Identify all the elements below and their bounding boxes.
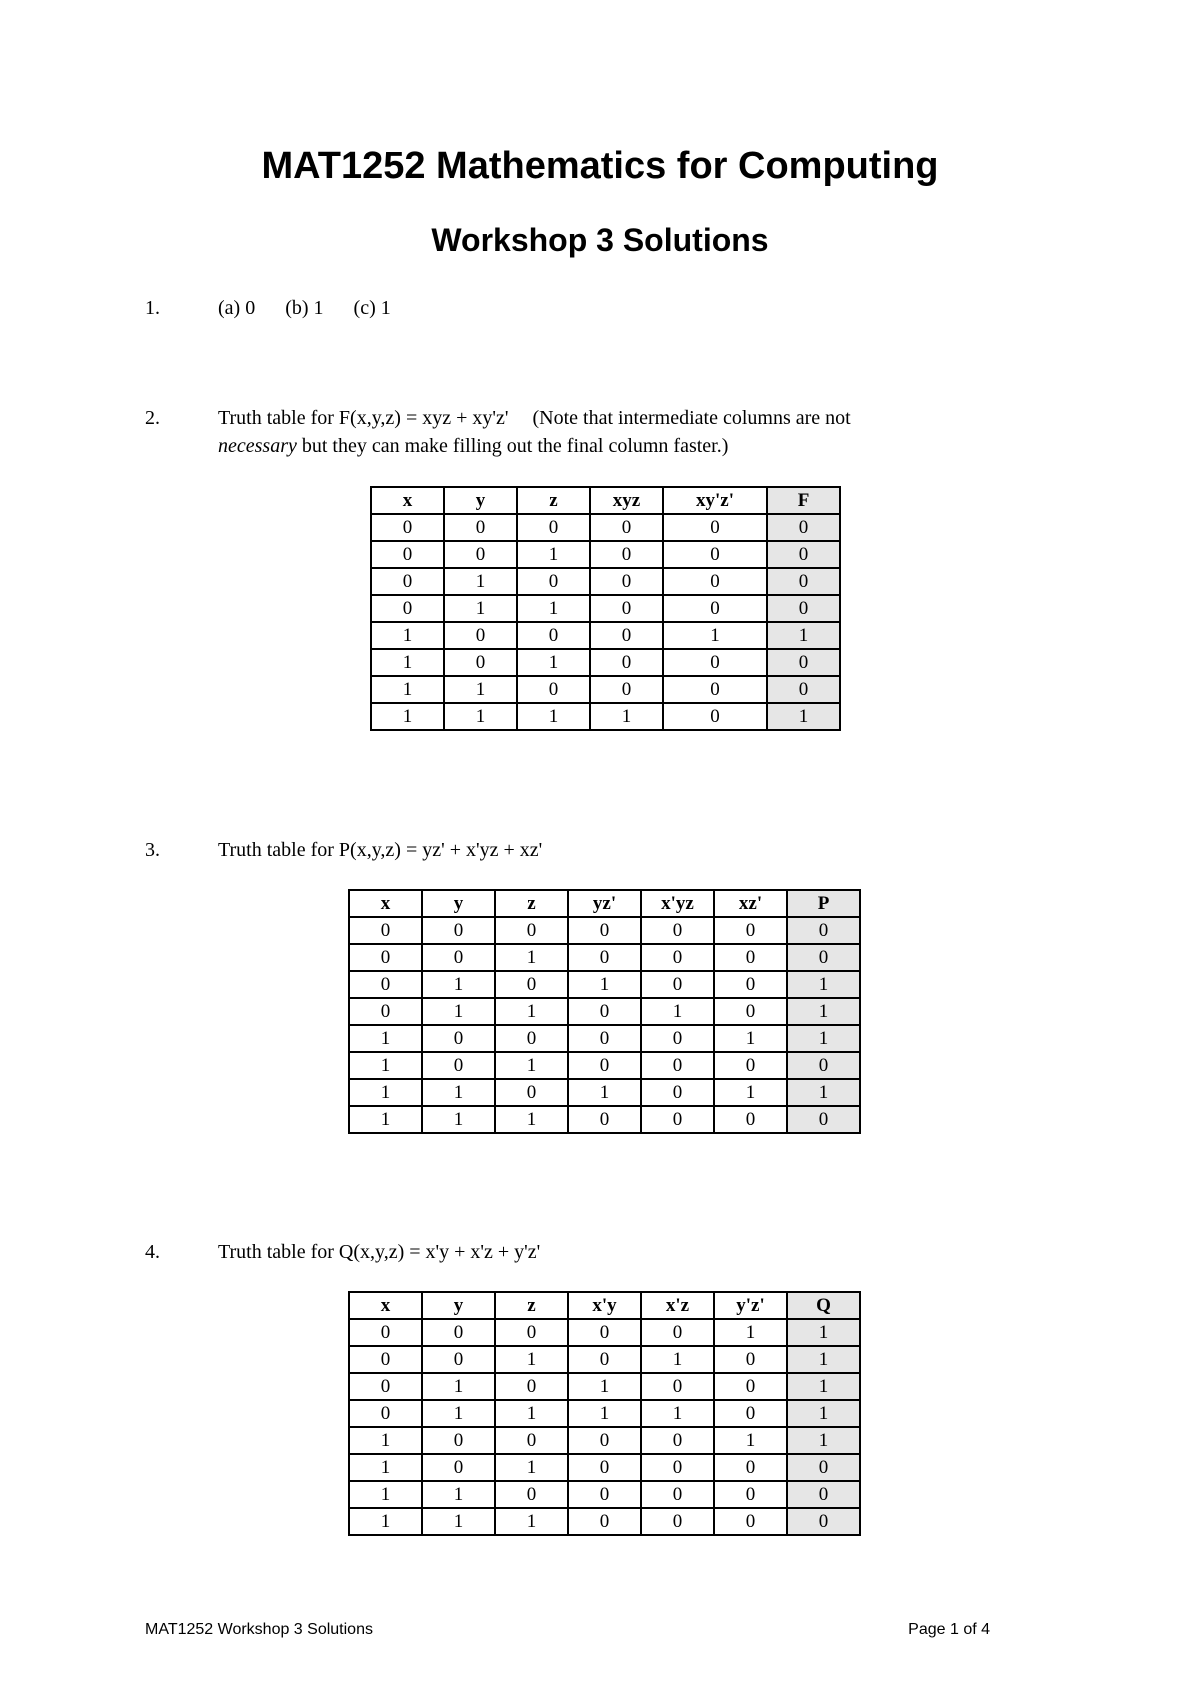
table-cell: 0 xyxy=(590,541,663,568)
table-cell: 0 xyxy=(663,568,767,595)
table-row xyxy=(349,1427,860,1454)
table-cell: 1 xyxy=(714,1319,787,1346)
table-cell: 0 xyxy=(714,1400,787,1427)
table-row xyxy=(349,1400,860,1427)
table-row xyxy=(371,703,840,730)
table-cell: 0 xyxy=(349,971,422,998)
output-cell: 0 xyxy=(787,1508,860,1535)
table-cell: 1 xyxy=(641,1400,714,1427)
table-cell: 0 xyxy=(641,1052,714,1079)
output-cell: 0 xyxy=(787,1481,860,1508)
table-cell: 0 xyxy=(663,541,767,568)
column-header: xz' xyxy=(714,890,787,917)
table-cell: 1 xyxy=(663,622,767,649)
question-2-intro: Truth table for F(x,y,z) = xyz + xy'z' xyxy=(218,407,509,429)
table-cell: 0 xyxy=(714,917,787,944)
column-header: x'z xyxy=(641,1292,714,1319)
table-cell: 1 xyxy=(349,1481,422,1508)
table-cell: 0 xyxy=(568,917,641,944)
table-cell: 0 xyxy=(714,1481,787,1508)
table-cell: 1 xyxy=(422,1508,495,1535)
table-cell: 0 xyxy=(641,1508,714,1535)
table-row xyxy=(371,649,840,676)
table-cell: 0 xyxy=(641,1025,714,1052)
question-2-note-emphasis: necessary xyxy=(218,435,297,457)
table-cell: 1 xyxy=(349,1427,422,1454)
table-cell: 1 xyxy=(517,541,590,568)
table-header-row xyxy=(371,487,840,514)
question-4-intro: Truth table for Q(x,y,z) = x'y + x'z + y'z' xyxy=(218,1241,541,1263)
table-row xyxy=(349,1454,860,1481)
table-cell: 1 xyxy=(371,703,444,730)
output-cell: 0 xyxy=(767,541,840,568)
table-cell: 0 xyxy=(568,1319,641,1346)
page-title: MAT1252 Mathematics for Computing xyxy=(261,145,939,187)
table-cell: 1 xyxy=(444,703,517,730)
table-cell: 1 xyxy=(422,1106,495,1133)
table-cell: 0 xyxy=(422,1454,495,1481)
output-cell: 0 xyxy=(787,917,860,944)
table-cell: 0 xyxy=(568,1346,641,1373)
table-cell: 0 xyxy=(517,676,590,703)
table-cell: 1 xyxy=(444,676,517,703)
table-cell: 1 xyxy=(422,1373,495,1400)
table-row xyxy=(349,1106,860,1133)
table-cell: 1 xyxy=(641,998,714,1025)
table-cell: 0 xyxy=(568,1481,641,1508)
output-cell: 0 xyxy=(767,514,840,541)
question-1-answers xyxy=(218,294,1038,322)
column-header: y xyxy=(444,487,517,514)
table-row xyxy=(349,1373,860,1400)
output-cell: 1 xyxy=(787,1400,860,1427)
table-cell: 1 xyxy=(444,568,517,595)
column-header-output: F xyxy=(767,487,840,514)
table-cell: 0 xyxy=(590,514,663,541)
table-cell: 0 xyxy=(444,649,517,676)
table-cell: 0 xyxy=(663,649,767,676)
column-header-output: P xyxy=(787,890,860,917)
column-header: yz' xyxy=(568,890,641,917)
table-cell: 0 xyxy=(422,917,495,944)
output-cell: 0 xyxy=(787,1454,860,1481)
table-cell: 0 xyxy=(641,944,714,971)
table-cell: 0 xyxy=(590,649,663,676)
question-1-number: 1. xyxy=(145,297,160,319)
footer-document-name: MAT1252 Workshop 3 Solutions xyxy=(145,1621,373,1638)
table-cell: 1 xyxy=(495,1106,568,1133)
table-cell: 0 xyxy=(495,971,568,998)
output-cell: 1 xyxy=(787,1319,860,1346)
table-cell: 0 xyxy=(349,917,422,944)
table-cell: 0 xyxy=(641,1106,714,1133)
table-cell: 0 xyxy=(517,514,590,541)
question-2-note-start: (Note that intermediate columns are not xyxy=(532,407,851,429)
output-cell: 1 xyxy=(787,998,860,1025)
table-body xyxy=(371,514,840,730)
table-row xyxy=(349,1481,860,1508)
page-subtitle: Workshop 3 Solutions xyxy=(431,222,769,258)
table-row xyxy=(349,1052,860,1079)
table-row xyxy=(349,1079,860,1106)
table-cell: 0 xyxy=(495,1079,568,1106)
table-cell: 1 xyxy=(349,1508,422,1535)
table-cell: 1 xyxy=(349,1106,422,1133)
question-3-number: 3. xyxy=(145,839,160,861)
truth-table-q xyxy=(348,1291,861,1536)
table-cell: 0 xyxy=(495,1373,568,1400)
table-body xyxy=(349,917,860,1133)
column-header: xy'z' xyxy=(663,487,767,514)
table-cell: 0 xyxy=(568,1427,641,1454)
table-cell: 1 xyxy=(495,1346,568,1373)
output-cell: 1 xyxy=(787,1427,860,1454)
table-cell: 1 xyxy=(422,998,495,1025)
table-row xyxy=(349,944,860,971)
table-body xyxy=(349,1319,860,1535)
table-cell: 0 xyxy=(422,1025,495,1052)
output-cell: 0 xyxy=(767,676,840,703)
table-cell: 1 xyxy=(495,1454,568,1481)
column-header: z xyxy=(495,890,568,917)
table-cell: 0 xyxy=(641,1079,714,1106)
column-header: xyz xyxy=(590,487,663,514)
table-cell: 0 xyxy=(495,1319,568,1346)
table-cell: 0 xyxy=(641,1481,714,1508)
column-header: z xyxy=(495,1292,568,1319)
table-row xyxy=(371,622,840,649)
table-cell: 0 xyxy=(495,917,568,944)
table-cell: 0 xyxy=(517,622,590,649)
table-cell: 0 xyxy=(371,514,444,541)
table-cell: 1 xyxy=(422,1400,495,1427)
column-header: x xyxy=(371,487,444,514)
table-row xyxy=(371,568,840,595)
output-cell: 1 xyxy=(787,1373,860,1400)
output-cell: 0 xyxy=(767,649,840,676)
question-1-answer-c: (c) 1 xyxy=(353,297,391,319)
output-cell: 0 xyxy=(767,595,840,622)
truth-table-p xyxy=(348,889,861,1134)
table-cell: 1 xyxy=(495,1508,568,1535)
table-cell: 0 xyxy=(714,1454,787,1481)
table-cell: 0 xyxy=(641,1427,714,1454)
table-header-row xyxy=(349,1292,860,1319)
table-cell: 1 xyxy=(495,944,568,971)
table-cell: 0 xyxy=(349,998,422,1025)
table-row xyxy=(371,514,840,541)
table-cell: 0 xyxy=(422,944,495,971)
table-cell: 0 xyxy=(663,514,767,541)
table-cell: 1 xyxy=(517,595,590,622)
output-cell: 1 xyxy=(767,622,840,649)
table-cell: 0 xyxy=(371,541,444,568)
table-cell: 0 xyxy=(568,1025,641,1052)
table-cell: 0 xyxy=(568,1052,641,1079)
table-cell: 1 xyxy=(517,703,590,730)
table-cell: 0 xyxy=(422,1346,495,1373)
table-row xyxy=(349,1025,860,1052)
table-row xyxy=(371,541,840,568)
output-cell: 0 xyxy=(787,944,860,971)
table-cell: 0 xyxy=(422,1319,495,1346)
table-cell: 0 xyxy=(568,1508,641,1535)
output-cell: 0 xyxy=(767,568,840,595)
table-cell: 1 xyxy=(422,1079,495,1106)
output-cell: 0 xyxy=(787,1052,860,1079)
table-cell: 1 xyxy=(568,1400,641,1427)
footer-page-number: Page 1 of 4 xyxy=(908,1621,990,1638)
table-cell: 1 xyxy=(641,1346,714,1373)
table-cell: 0 xyxy=(422,1052,495,1079)
table-row xyxy=(349,1346,860,1373)
table-cell: 1 xyxy=(714,1025,787,1052)
table-cell: 0 xyxy=(641,917,714,944)
table-cell: 0 xyxy=(641,1454,714,1481)
table-cell: 0 xyxy=(568,1454,641,1481)
table-row xyxy=(349,1319,860,1346)
table-cell: 1 xyxy=(568,1079,641,1106)
table-cell: 1 xyxy=(590,703,663,730)
question-3-intro: Truth table for P(x,y,z) = yz' + x'yz + xz' xyxy=(218,839,543,861)
table-cell: 0 xyxy=(590,595,663,622)
question-2-note-end: but they can make filling out the final column faster.) xyxy=(296,435,729,457)
table-cell: 0 xyxy=(495,1427,568,1454)
table-cell: 0 xyxy=(714,1052,787,1079)
output-cell: 0 xyxy=(787,1106,860,1133)
column-header: x'yz xyxy=(641,890,714,917)
table-cell: 0 xyxy=(371,568,444,595)
table-cell: 0 xyxy=(714,1508,787,1535)
table-cell: 0 xyxy=(590,568,663,595)
table-cell: 0 xyxy=(641,971,714,998)
table-cell: 0 xyxy=(641,1319,714,1346)
table-cell: 1 xyxy=(568,971,641,998)
table-cell: 0 xyxy=(714,1346,787,1373)
table-cell: 0 xyxy=(641,1373,714,1400)
column-header-output: Q xyxy=(787,1292,860,1319)
table-cell: 0 xyxy=(349,944,422,971)
table-cell: 0 xyxy=(371,595,444,622)
output-cell: 1 xyxy=(787,1346,860,1373)
table-cell: 1 xyxy=(349,1079,422,1106)
column-header: x xyxy=(349,1292,422,1319)
column-header: z xyxy=(517,487,590,514)
table-cell: 0 xyxy=(444,514,517,541)
question-2-number: 2. xyxy=(145,407,160,429)
column-header: y'z' xyxy=(714,1292,787,1319)
table-cell: 0 xyxy=(349,1373,422,1400)
output-cell: 1 xyxy=(767,703,840,730)
output-cell: 1 xyxy=(787,971,860,998)
table-cell: 1 xyxy=(349,1025,422,1052)
table-cell: 0 xyxy=(444,541,517,568)
column-header: x'y xyxy=(568,1292,641,1319)
table-cell: 0 xyxy=(663,676,767,703)
table-cell: 0 xyxy=(590,622,663,649)
table-cell: 1 xyxy=(349,1052,422,1079)
table-cell: 0 xyxy=(495,1025,568,1052)
table-cell: 0 xyxy=(714,944,787,971)
table-cell: 1 xyxy=(495,1400,568,1427)
table-cell: 1 xyxy=(495,998,568,1025)
question-1-answer-b: (b) 1 xyxy=(285,297,324,319)
question-2-text xyxy=(218,404,1038,460)
question-4-number: 4. xyxy=(145,1241,160,1263)
table-cell: 1 xyxy=(371,622,444,649)
table-cell: 0 xyxy=(444,622,517,649)
column-header: x xyxy=(349,890,422,917)
table-cell: 0 xyxy=(422,1427,495,1454)
output-cell: 1 xyxy=(787,1079,860,1106)
table-cell: 1 xyxy=(444,595,517,622)
table-header-row xyxy=(349,890,860,917)
table-cell: 1 xyxy=(714,1079,787,1106)
column-header: y xyxy=(422,890,495,917)
table-row xyxy=(349,971,860,998)
table-cell: 0 xyxy=(714,998,787,1025)
table-cell: 1 xyxy=(349,1454,422,1481)
table-cell: 1 xyxy=(371,676,444,703)
table-cell: 0 xyxy=(349,1319,422,1346)
column-header: y xyxy=(422,1292,495,1319)
table-cell: 1 xyxy=(422,971,495,998)
table-cell: 0 xyxy=(568,1106,641,1133)
table-cell: 0 xyxy=(568,944,641,971)
table-cell: 0 xyxy=(663,595,767,622)
table-cell: 0 xyxy=(349,1346,422,1373)
table-cell: 0 xyxy=(590,676,663,703)
table-row xyxy=(371,595,840,622)
table-cell: 0 xyxy=(714,1106,787,1133)
table-cell: 0 xyxy=(495,1481,568,1508)
table-cell: 0 xyxy=(517,568,590,595)
table-cell: 0 xyxy=(349,1400,422,1427)
table-cell: 0 xyxy=(568,998,641,1025)
table-cell: 1 xyxy=(495,1052,568,1079)
table-row xyxy=(371,676,840,703)
table-row xyxy=(349,998,860,1025)
table-cell: 0 xyxy=(714,1373,787,1400)
table-row xyxy=(349,1508,860,1535)
table-cell: 0 xyxy=(714,971,787,998)
table-cell: 1 xyxy=(714,1427,787,1454)
table-cell: 0 xyxy=(663,703,767,730)
table-cell: 1 xyxy=(517,649,590,676)
table-row xyxy=(349,917,860,944)
question-1-answer-a: (a) 0 xyxy=(218,297,256,319)
table-cell: 1 xyxy=(568,1373,641,1400)
table-cell: 1 xyxy=(371,649,444,676)
table-cell: 1 xyxy=(422,1481,495,1508)
truth-table-f xyxy=(370,486,841,731)
output-cell: 1 xyxy=(787,1025,860,1052)
